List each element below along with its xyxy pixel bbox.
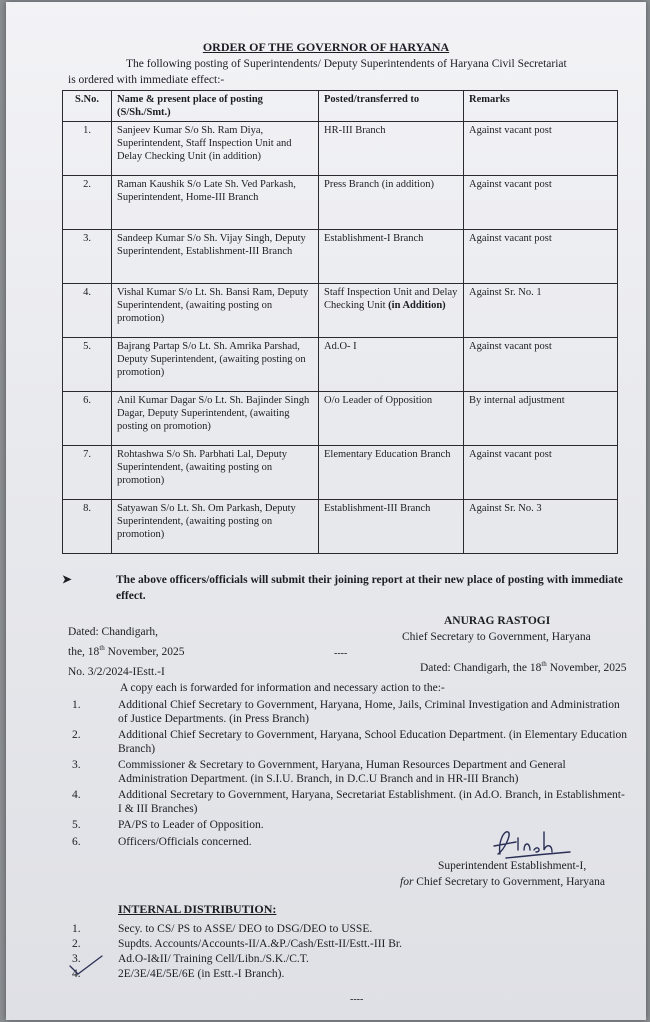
header-remarks: Remarks <box>464 91 618 122</box>
cell-sno: 4. <box>63 284 112 338</box>
list-item <box>72 952 402 967</box>
header-sno: S.No. <box>63 91 112 122</box>
postings-table <box>62 90 618 554</box>
cell-name: Sanjeev Kumar S/o Sh. Ram Diya, Superintendent, Staff Inspection Unit and Delay Checking Unit (in addition) <box>112 122 319 176</box>
endorsement-date-sup: th <box>541 660 547 668</box>
cell-name: Rohtashwa S/o Sh. Parbhati Lal, Deputy Superintendent, (awaiting posting on promotion) <box>112 446 319 500</box>
list-item <box>72 729 628 756</box>
signer-line-2-text: Chief Secretary to Government, Haryana <box>413 876 606 888</box>
cell-posted <box>319 500 464 554</box>
list-item-number: 2. <box>72 938 81 950</box>
list-item-text: Additional Chief Secretary to Government, Haryana, School Education Department. (in Elementary Education Branch) <box>118 729 628 755</box>
list-item <box>72 967 402 982</box>
list-item-number: 6. <box>72 835 81 848</box>
list-item-text: Officers/Officials concerned. <box>118 835 252 848</box>
signatory-name: ANURAG RASTOGI <box>444 615 551 627</box>
table-header-row <box>63 91 618 122</box>
list-item-text: Commissioner & Secretary to Government, Haryana, Human Resources Department and General Administration Department. (in S.I.U. Branch, in D.C.U Branch and in HR-III Branch) <box>118 759 566 785</box>
list-item-number: 1. <box>72 923 81 935</box>
list-item-number: 3. <box>72 759 81 771</box>
cell-remarks: Against vacant post <box>464 230 618 284</box>
arrow-bullet-icon: ➤ <box>62 574 72 586</box>
table-row <box>63 230 618 284</box>
cell-posted-bold: (in Addition) <box>388 300 446 311</box>
signer-line-2 <box>400 876 605 888</box>
cell-sno: 7. <box>63 446 112 500</box>
list-item-text: Secy. to CS/ PS to ASSE/ DEO to DSG/DEO to USSE. <box>118 923 373 935</box>
document-page <box>6 2 646 1020</box>
list-item <box>72 922 402 937</box>
order-date-prefix: the, 18 <box>68 645 100 658</box>
list-item-text: Additional Secretary to Government, Haryana, Secretariat Establishment. (in Ad.O. Branch, in Establishment- I & III Branches) <box>118 789 625 815</box>
table-row <box>63 500 618 554</box>
list-item-number: 3. <box>72 953 81 965</box>
intro-line-1: The following posting of Superintendents/ Deputy Superintendents of Haryana Civil Secretariat <box>126 58 567 70</box>
table-row <box>63 176 618 230</box>
cell-posted <box>319 122 464 176</box>
cell-remarks: Against vacant post <box>464 122 618 176</box>
cell-posted-text: Establishment-III Branch <box>324 503 431 514</box>
table-row <box>63 338 618 392</box>
list-item-text: Ad.O-I&II/ Training Cell/Libn./S.K./C.T. <box>118 953 309 965</box>
cell-name: Bajrang Partap S/o Lt. Sh. Amrika Parshad, Deputy Superintendent, (awaiting posting on promotion) <box>112 338 319 392</box>
cell-name: Satyawan S/o Lt. Sh. Om Parkash, Deputy Superintendent, (awaiting posting on promotion) <box>112 500 319 554</box>
list-item-number: 4. <box>72 789 81 801</box>
endorsement-date <box>420 660 627 674</box>
intro-line-2: is ordered with immediate effect:- <box>68 74 225 86</box>
copy-forward-text: A copy each is forwarded for information and necessary action to the:- <box>120 682 445 694</box>
cell-posted <box>319 284 464 338</box>
list-item-text: 2E/3E/4E/5E/6E (in Estt.-I Branch). <box>118 968 285 980</box>
endorsement-date-prefix: Dated: Chandigarh, the 18 <box>420 661 542 674</box>
cell-sno: 1. <box>63 122 112 176</box>
cell-sno: 3. <box>63 230 112 284</box>
list-item-text: Additional Chief Secretary to Government, Haryana, Home, Jails, Criminal Investigation and Administration of Justice Departments. (in Press Branch) <box>118 699 620 725</box>
signer-line-1: Superintendent Establishment-I, <box>438 860 587 872</box>
signer-for: for <box>400 876 414 888</box>
order-dated-label: Dated: Chandigarh, <box>68 626 159 638</box>
list-item <box>72 789 628 816</box>
cell-name: Anil Kumar Dagar S/o Lt. Sh. Bajinder Singh Dagar, Deputy Superintendent, (awaiting posting on promotion) <box>112 392 319 446</box>
cell-posted <box>319 176 464 230</box>
order-date-sup: th <box>99 644 105 652</box>
handwritten-tick-mark <box>66 952 106 982</box>
cell-posted-text: Establishment-I Branch <box>324 233 424 244</box>
cell-remarks: Against vacant post <box>464 446 618 500</box>
cell-sno: 6. <box>63 392 112 446</box>
cell-sno: 8. <box>63 500 112 554</box>
cell-posted-text: Ad.O- I <box>324 341 357 352</box>
list-item-number: 5. <box>72 819 81 831</box>
cell-posted-text: Press Branch (in addition) <box>324 179 434 190</box>
table-row <box>63 392 618 446</box>
list-item-number: 4. <box>72 968 81 980</box>
cell-sno: 2. <box>63 176 112 230</box>
endorsement-number: No. 3/2/2024-IEstt.-I <box>68 666 165 678</box>
table-row <box>63 446 618 500</box>
table-row <box>63 122 618 176</box>
joining-note-text: The above officers/officials will submit their joining report at their new place of posting with immediate effect. <box>116 574 623 602</box>
signatory-title: Chief Secretary to Government, Haryana <box>402 631 591 643</box>
list-item <box>72 759 628 786</box>
list-item-number: 1. <box>72 699 81 711</box>
cell-posted <box>319 392 464 446</box>
cell-remarks: Against vacant post <box>464 338 618 392</box>
cell-posted <box>319 446 464 500</box>
list-item-text: Supdts. Accounts/Accounts-II/A.&P./Cash/Estt-II/Estt.-III Br. <box>118 938 402 950</box>
cell-name: Sandeep Kumar S/o Sh. Vijay Singh, Deputy Superintendent, Establishment-III Branch <box>112 230 319 284</box>
cell-remarks: By internal adjustment <box>464 392 618 446</box>
cell-posted-text: HR-III Branch <box>324 125 386 136</box>
cell-name: Vishal Kumar S/o Lt. Sh. Bansi Ram, Deputy Superintendent, (awaiting posting on promotion) <box>112 284 319 338</box>
cell-remarks: Against Sr. No. 3 <box>464 500 618 554</box>
handwritten-signature <box>486 824 576 864</box>
list-item-text: PA/PS to Leader of Opposition. <box>118 819 264 831</box>
list-item-number: 2. <box>72 729 81 741</box>
internal-distribution-heading: INTERNAL DISTRIBUTION: <box>118 902 277 916</box>
end-separator: ---- <box>350 994 364 1005</box>
order-title: ORDER OF THE GOVERNOR OF HARYANA <box>202 40 450 54</box>
order-date <box>68 624 184 660</box>
list-item <box>72 699 628 726</box>
cell-posted-text: O/o Leader of Opposition <box>324 395 433 406</box>
cell-remarks: Against vacant post <box>464 176 618 230</box>
order-date-suffix: November, 2025 <box>104 645 185 658</box>
cell-remarks: Against Sr. No. 1 <box>464 284 618 338</box>
internal-distribution-list <box>72 922 402 982</box>
cell-posted-text: Elementary Education Branch <box>324 449 451 460</box>
header-posted: Posted/transferred to <box>319 91 464 122</box>
cell-posted-text: Staff Inspection Unit and Delay Checking Unit <box>324 287 458 311</box>
cell-sno: 5. <box>63 338 112 392</box>
cell-name: Raman Kaushik S/o Late Sh. Ved Parkash, Superintendent, Home-III Branch <box>112 176 319 230</box>
endorsement-date-suffix: November, 2025 <box>546 661 627 674</box>
cell-posted <box>319 338 464 392</box>
list-item <box>72 937 402 952</box>
separator: ---- <box>334 648 348 659</box>
cell-posted <box>319 230 464 284</box>
header-name: Name & present place of posting (S/Sh./Smt.) <box>112 91 319 122</box>
joining-note <box>62 572 628 604</box>
table-row <box>63 284 618 338</box>
